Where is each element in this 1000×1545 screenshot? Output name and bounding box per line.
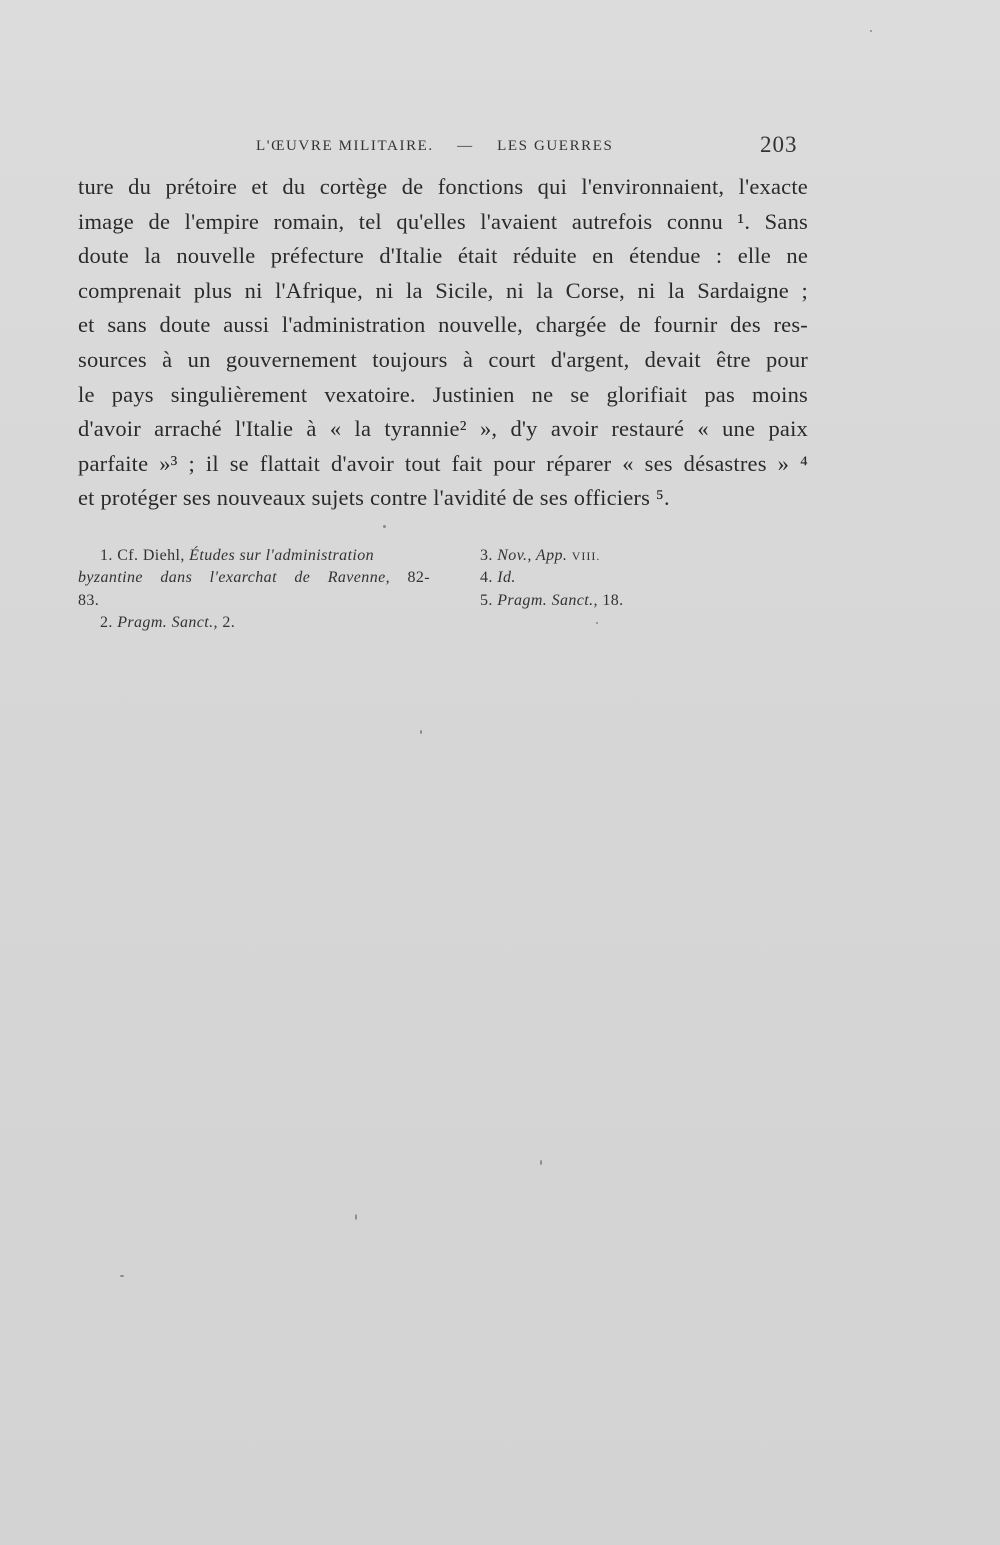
paper-speck: [596, 622, 598, 624]
footnote-pages: 83.: [78, 591, 100, 609]
text-line: doute la nouvelle préfecture d'Italie était réduite en étendue : elle ne: [78, 243, 808, 269]
footnote-1-continued: [78, 567, 430, 589]
footnote-number: 4.: [480, 569, 493, 587]
text-line: le pays singulièrement vexatoire. Justinien ne se glorifiait pas moins: [78, 381, 808, 407]
footnote-ref: 2.: [222, 614, 236, 632]
text-line: ture du prétoire et du cortège de fonctions qui l'environnaient, l'exacte: [78, 174, 808, 199]
footnote-ref: 18.: [602, 591, 624, 609]
footnote-2: [78, 612, 430, 634]
running-head-right: LES GUERRES: [497, 138, 614, 154]
footnote-ref: VIII.: [571, 549, 601, 563]
text-line: comprenait plus ni l'Afrique, ni la Sicile, ni la Corse, ni la Sardaigne ;: [78, 277, 808, 303]
paper-speck: [355, 1214, 357, 1220]
footnote-number: 1.: [100, 547, 113, 564]
footnote-number: 2.: [100, 614, 113, 632]
body-text: [78, 170, 808, 516]
text-line: image de l'empire romain, tel qu'elles l'avaient autrefois connu ¹. Sans: [78, 208, 808, 234]
paper-speck: [540, 1160, 542, 1165]
footnote-title: Études sur l'administration: [189, 547, 375, 564]
text-line: parfaite »³ ; il se flattait d'avoir tout fait pour réparer « ses désastres » ⁴: [78, 450, 808, 476]
running-head: [0, 132, 1000, 162]
text-line: sources à un gouvernement toujours à court d'argent, devait être pour: [78, 346, 808, 372]
paper-speck: [420, 730, 422, 734]
running-head-title: [256, 138, 614, 155]
footnote-3: [480, 545, 730, 567]
running-head-dash: —: [457, 138, 474, 154]
footnote-source: Nov., App.: [497, 547, 568, 564]
text-line: et protéger ses nouveaux sujets contre l'avidité de ses officiers ⁵.: [78, 485, 670, 511]
footnote-1-end: [78, 590, 430, 612]
footnote-number: 3.: [480, 547, 493, 564]
footnote-text: Cf. Diehl,: [117, 547, 185, 564]
footnote-number: 5.: [480, 591, 493, 609]
paper-speck: [870, 30, 872, 32]
paper-speck: [120, 1275, 124, 1277]
text-line: et sans doute aussi l'administration nouvelle, chargée de fournir des res-: [78, 312, 808, 338]
footnotes-left-column: [78, 545, 430, 635]
footnote-source: Pragm. Sanct.,: [117, 614, 218, 632]
text-line: d'avoir arraché l'Italie à « la tyrannie² », d'y avoir restauré « une paix: [78, 416, 808, 442]
footnote-4: [480, 567, 730, 589]
footnote-pages: 82-: [407, 569, 431, 587]
page-number: 203: [760, 132, 798, 157]
footnote-title: byzantine dans l'exarchat de Ravenne,: [78, 569, 391, 587]
running-head-left: L'ŒUVRE MILITAIRE.: [256, 138, 434, 154]
footnote-source: Id.: [497, 569, 516, 587]
paper-speck: [383, 525, 386, 528]
footnote-1: [78, 545, 430, 567]
footnotes-right-column: [480, 545, 730, 612]
footnote-source: Pragm. Sanct.,: [497, 591, 598, 609]
footnote-5: [480, 590, 730, 612]
